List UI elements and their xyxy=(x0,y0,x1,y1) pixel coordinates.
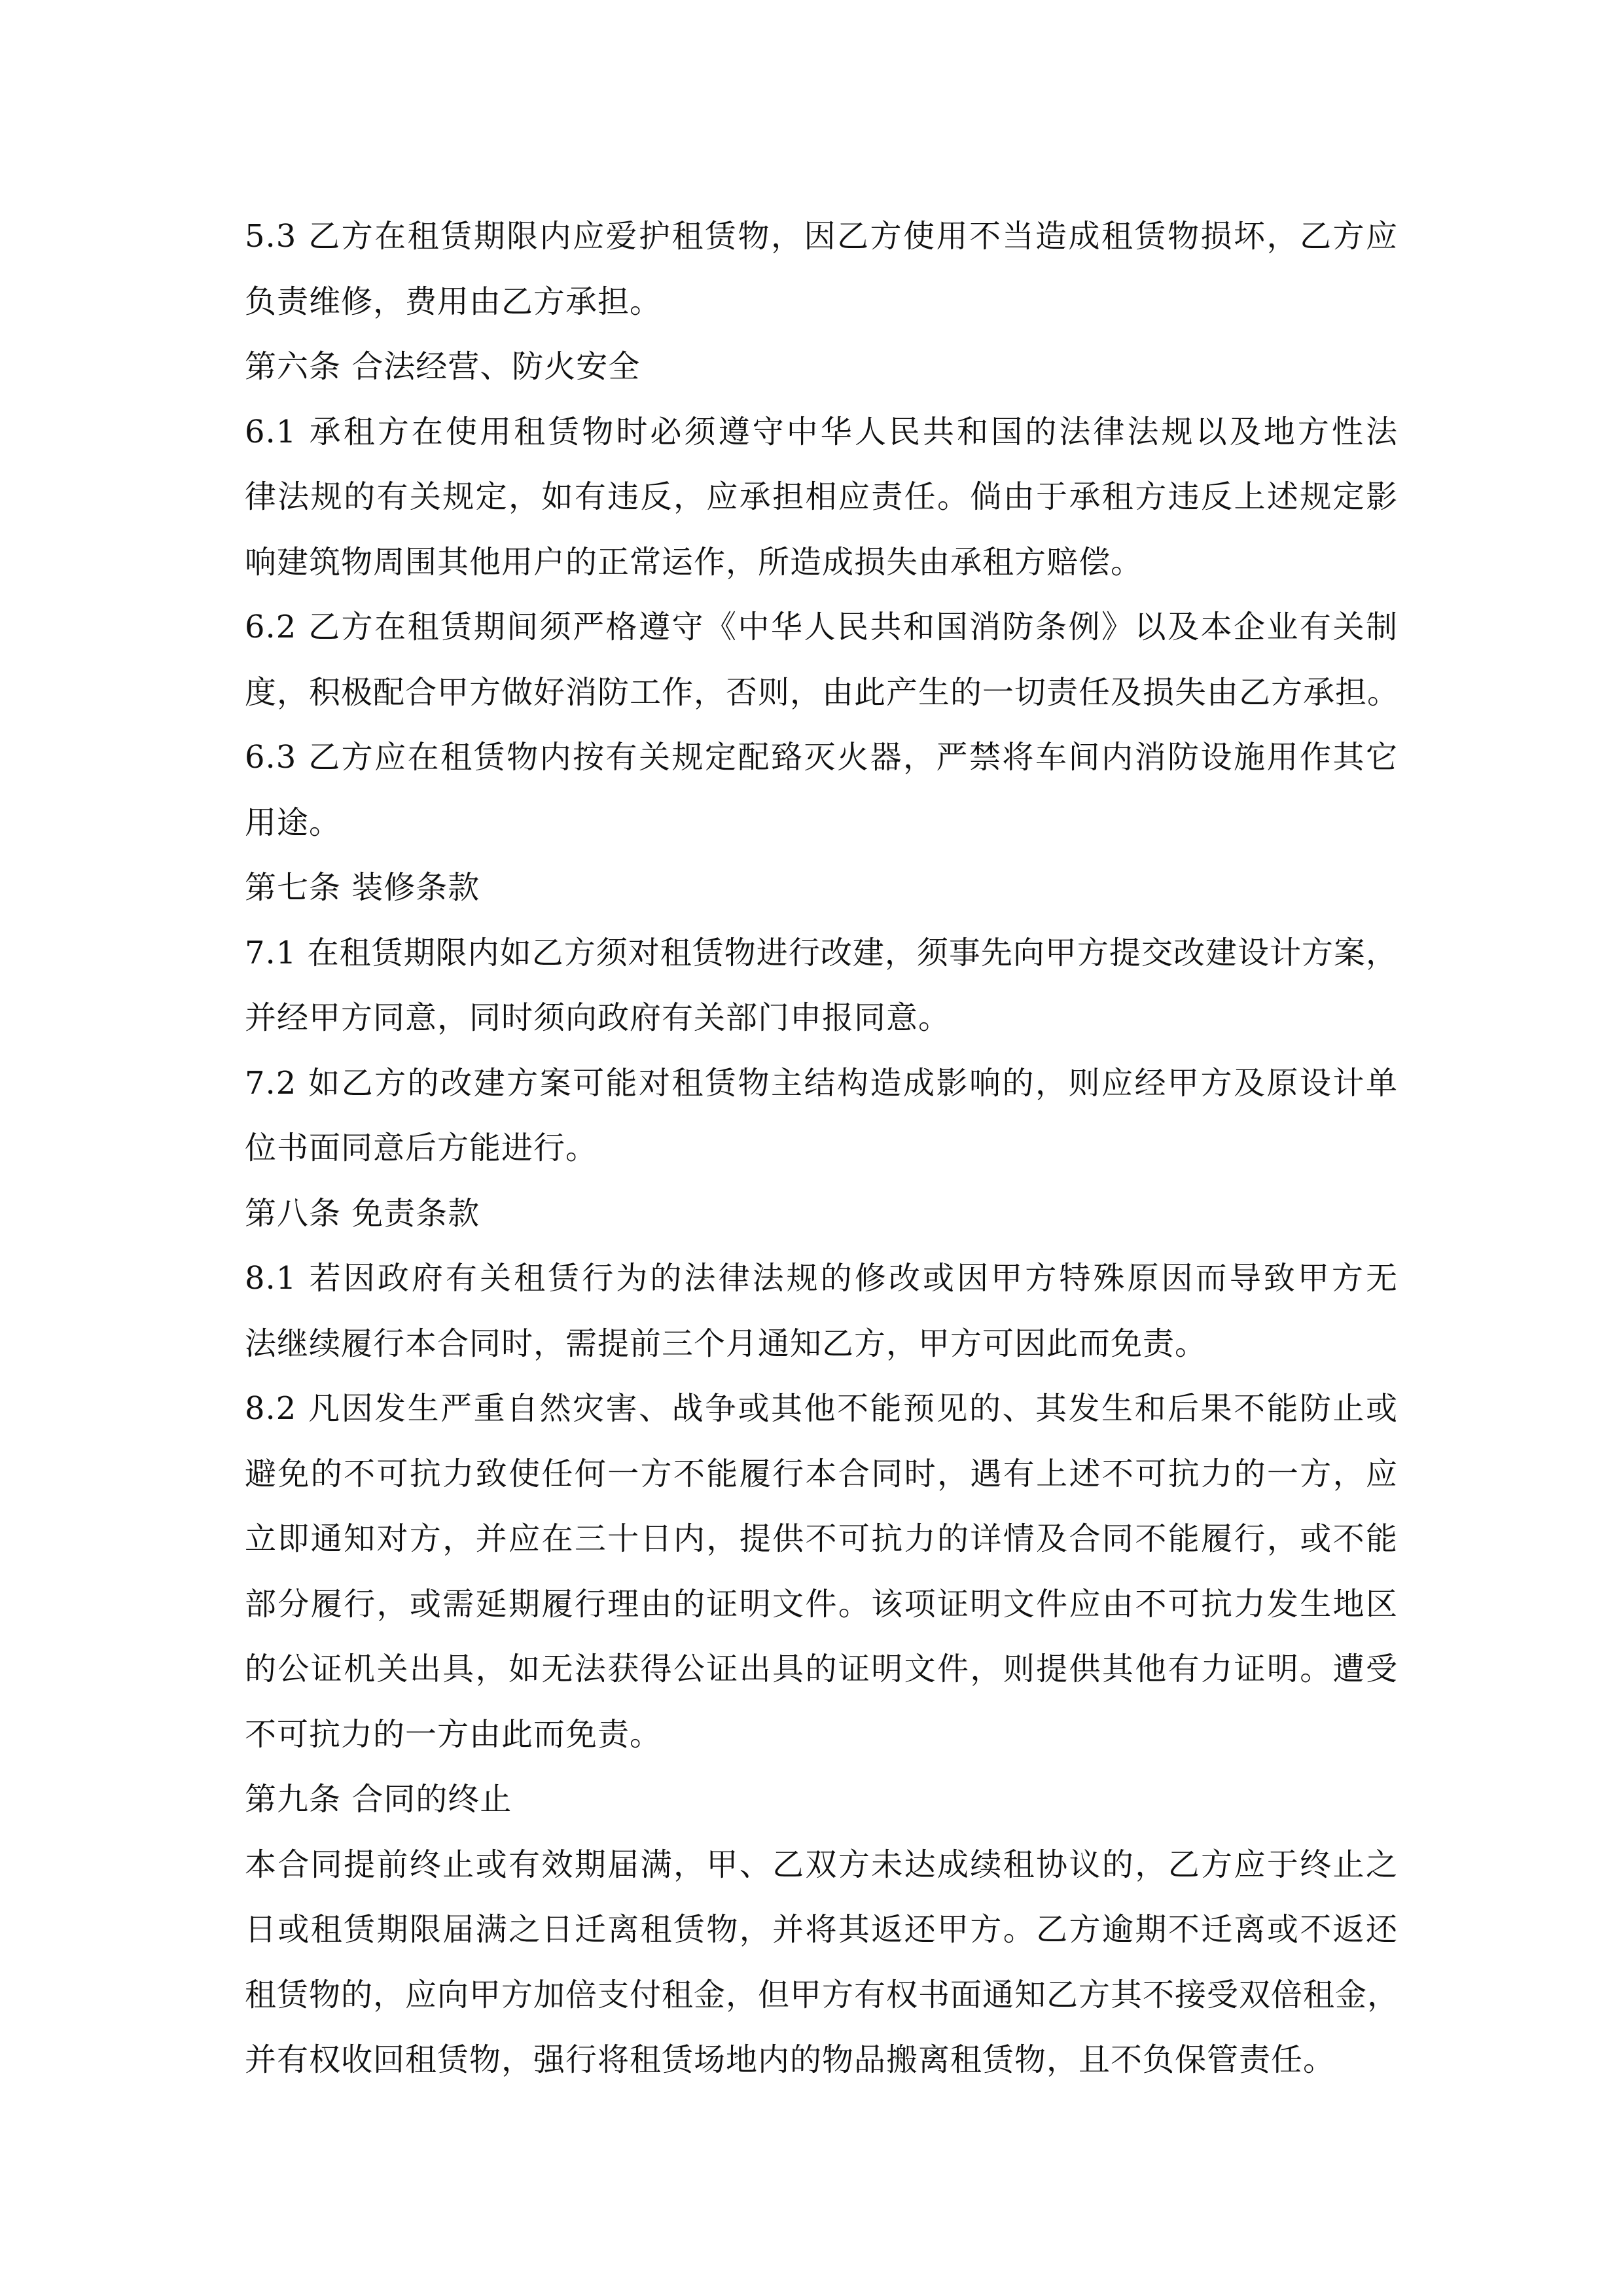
text-line: 6.3 乙方应在租赁物内按有关规定配臵灭火器，严禁将车间内消防设施用作其它 xyxy=(245,739,1398,776)
text-line: 7.2 如乙方的改建方案可能对租赁物主结构造成影响的，则应经甲方及原设计单 xyxy=(245,1064,1398,1102)
text-line: 本合同提前终止或有效期届满，甲、乙双方未达成续租协议的，乙方应于终止之 xyxy=(245,1846,1398,1883)
text-line: 8.2 凡因发生严重自然灾害、战争或其他不能预见的、其发生和后果不能防止或 xyxy=(245,1390,1398,1427)
text-line: 立即通知对方，并应在三十日内，提供不可抗力的详情及合同不能履行，或不能 xyxy=(245,1520,1398,1557)
text-line: 部分履行，或需延期履行理由的证明文件。该项证明文件应由不可抗力发生地区 xyxy=(245,1585,1398,1623)
text-line: 并经甲方同意，同时须向政府有关部门申报同意。 xyxy=(245,999,951,1036)
text-line: 日或租赁期限届满之日迁离租赁物，并将其返还甲方。乙方逾期不迁离或不返还 xyxy=(245,1911,1398,1948)
section-heading: 第九条 合同的终止 xyxy=(245,1781,512,1818)
text-line: 的公证机关出具，如无法获得公证出具的证明文件，则提供其他有力证明。遭受 xyxy=(245,1651,1398,1687)
document-body xyxy=(245,204,1398,2093)
text-line: 位书面同意后方能进行。 xyxy=(245,1130,598,1166)
text-line: 8.1 若因政府有关租赁行为的法律法规的修改或因甲方特殊原因而导致甲方无 xyxy=(245,1260,1398,1297)
text-line: 不可抗力的一方由此而免责。 xyxy=(245,1715,662,1753)
text-line: 法继续履行本合同时，需提前三个月通知乙方，甲方可因此而免责。 xyxy=(245,1325,1207,1362)
text-line: 7.1 在租赁期限内如乙方须对租赁物进行改建，须事先向甲方提交改建设计方案， xyxy=(245,934,1398,971)
text-line: 度，积极配合甲方做好消防工作，否则，由此产生的一切责任及损失由乙方承担。 xyxy=(245,673,1400,711)
text-line: 6.2 乙方在租赁期间须严格遵守《中华人民共和国消防条例》以及本企业有关制 xyxy=(245,609,1398,645)
text-line: 租赁物的，应向甲方加倍支付租金，但甲方有权书面通知乙方其不接受双倍租金， xyxy=(245,1976,1400,2013)
text-line: 5.3 乙方在租赁期限内应爱护租赁物，因乙方使用不当造成租赁物损坏，乙方应 xyxy=(245,218,1398,255)
text-line: 律法规的有关规定，如有违反，应承担相应责任。倘由于承租方违反上述规定影 xyxy=(245,478,1398,515)
text-line: 6.1 承租方在使用租赁物时必须遵守中华人民共和国的法律法规以及地方性法 xyxy=(245,413,1398,450)
text-line: 并有权收回租赁物，强行将租赁场地内的物品搬离租赁物，且不负保管责任。 xyxy=(245,2041,1336,2078)
text-line: 用途。 xyxy=(245,804,342,841)
section-heading: 第八条 免责条款 xyxy=(245,1194,480,1232)
text-line: 避免的不可抗力致使任何一方不能履行本合同时，遇有上述不可抗力的一方，应 xyxy=(245,1455,1398,1492)
section-heading: 第六条 合法经营、防火安全 xyxy=(245,348,641,385)
section-heading: 第七条 装修条款 xyxy=(245,869,480,906)
text-line: 负责维修，费用由乙方承担。 xyxy=(245,283,662,320)
text-line: 响建筑物周围其他用户的正常运作，所造成损失由承租方赔偿。 xyxy=(245,543,1143,581)
